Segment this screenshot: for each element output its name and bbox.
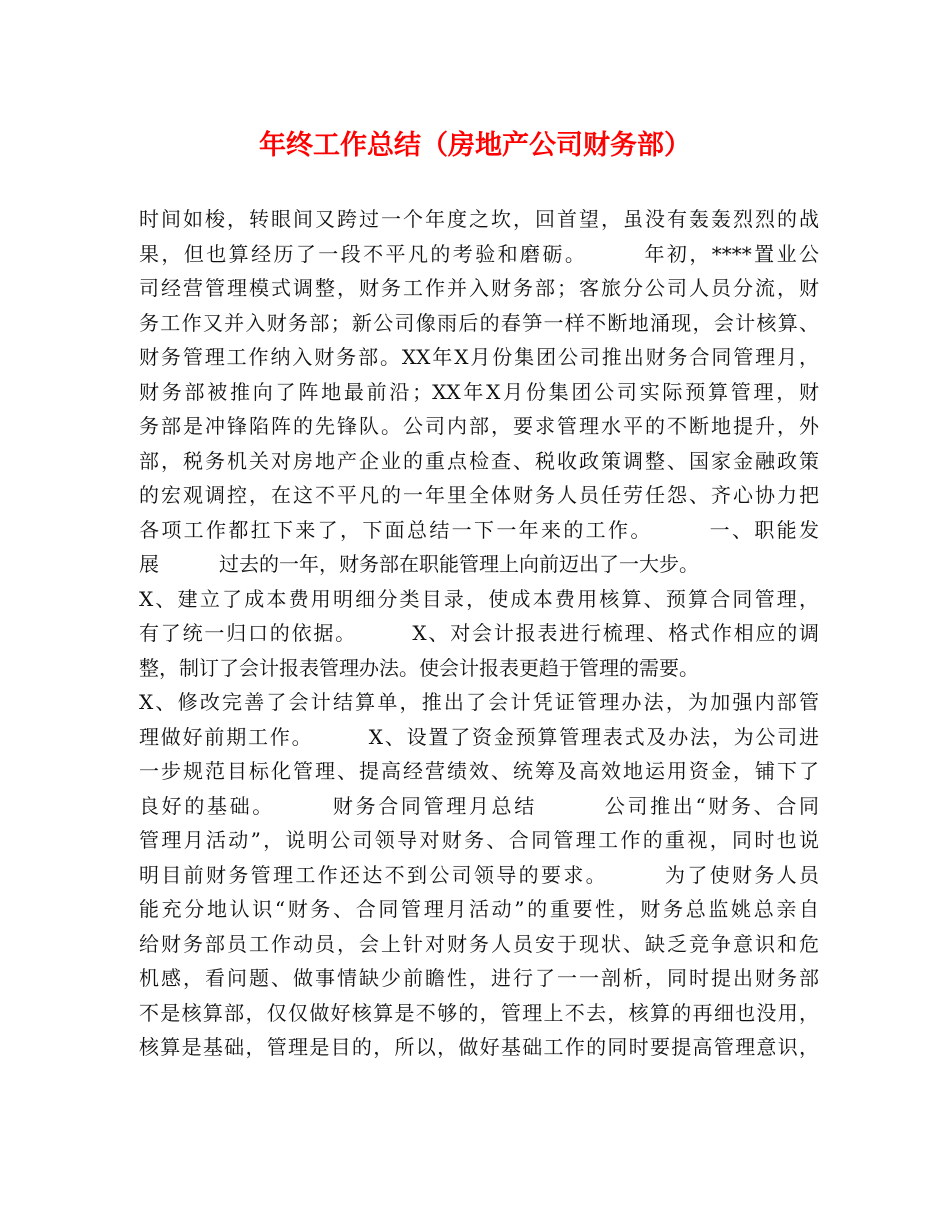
body-line: X、修改完善了会计结算单，推出了会计凭证管理办法，为加强内部管 [139, 690, 819, 714]
body-line: 机感，看问题、做事情缺少前瞻性，进行了一一剖析，同时提出财务部 [139, 966, 819, 990]
body-line: 管理月活动”，说明公司领导对财务、合同管理工作的重视，同时也说 [139, 828, 819, 852]
document-title: 年终工作总结（房地产公司财务部） [259, 130, 691, 161]
body-line: 良好的基础。 财务合同管理月总结 公司推出“财务、合同 [139, 793, 819, 818]
body-line: 给财务部员工作动员，会上针对财务人员安于现状、缺乏竞争意识和危 [139, 931, 819, 956]
body-line: 有了统一归口的依据。 X、对会计报表进行梳理、格式作相应的调 [139, 621, 819, 645]
body-line: X、建立了成本费用明细分类目录，使成本费用核算、预算合同管理， [139, 586, 819, 611]
body-line: 明目前财务管理工作还达不到公司领导的要求。 为了使财务人员 [139, 862, 819, 887]
document-body [139, 202, 819, 1065]
body-line: 财务管理工作纳入财务部。XX年X月份集团公司推出财务合同管理月， [139, 345, 819, 369]
body-line: 务部是冲锋陷阵的先锋队。公司内部，要求管理水平的不断地提升，外 [139, 414, 819, 438]
body-line: 理做好前期工作。 X、设置了资金预算管理表式及办法，为公司进 [139, 724, 819, 749]
body-line: 时间如梭，转眼间又跨过一个年度之坎，回首望，虽没有轰轰烈烈的战 [139, 207, 819, 231]
body-line: 的宏观调控，在这不平凡的一年里全体财务人员任劳任怨、齐心协力把 [139, 483, 819, 507]
body-line: 财务部被推向了阵地最前沿；XX年X月份集团公司实际预算管理，财 [139, 379, 819, 404]
body-line: 能充分地认识“财务、合同管理月活动”的重要性，财务总监姚总亲自 [139, 897, 819, 921]
body-line: 各项工作都扛下来了，下面总结一下一年来的工作。 一、职能发 [139, 517, 819, 542]
body-line: 展 过去的一年，财务部在职能管理上向前迈出了一大步。 [139, 552, 699, 576]
body-line: 务工作又并入财务部；新公司像雨后的春笋一样不断地涌现，会计核算、 [139, 310, 819, 335]
body-line: 果，但也算经历了一段不平凡的考验和磨砺。 年初，****置业公 [139, 241, 819, 266]
body-line: 一步规范目标化管理、提高经营绩效、统筹及高效地运用资金，铺下了 [139, 759, 819, 783]
body-line: 核算是基础，管理是目的，所以，做好基础工作的同时要提高管理意识， [139, 1035, 819, 1059]
body-line: 部，税务机关对房地产企业的重点检查、税收政策调整、国家金融政策 [139, 448, 819, 473]
body-line: 司经营管理模式调整，财务工作并入财务部；客旅分公司人员分流，财 [139, 276, 819, 300]
body-line: 不是核算部，仅仅做好核算是不够的，管理上不去，核算的再细也没用， [139, 1000, 819, 1025]
body-line: 整，制订了会计报表管理办法。使会计报表更趋于管理的需要。 [139, 655, 699, 680]
